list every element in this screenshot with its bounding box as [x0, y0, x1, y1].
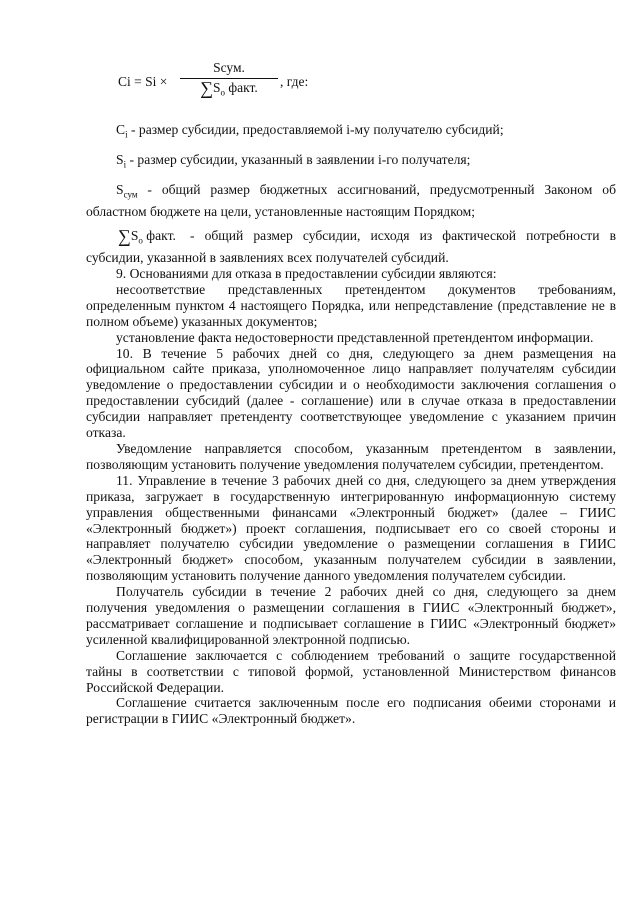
body-text — [86, 266, 616, 727]
def-ci-text: - размер субсидии, предоставляемой i-му получателю субсидий; — [127, 122, 504, 137]
def-si-sub: i — [123, 159, 127, 170]
paragraph: Получатель субсидии в течение 2 рабочих дней со дня, следующего за днем получения уведомления о размещении соглашения в ГИИС «Электронный бюджет», рассматривает соглашение и подписывает соглашение в ГИИС «Электронный бюджет» усиленной квалифицированной электронной подписью. — [86, 584, 616, 647]
denominator-s: S — [213, 80, 221, 95]
def-ssum-sub: сум — [123, 189, 138, 200]
denominator-tail: факт. — [225, 80, 258, 95]
fraction-bar — [180, 78, 278, 79]
def-sfact-lead — [118, 228, 176, 250]
paragraph: 9. Основаниями для отказа в предоставлении субсидии являются: — [116, 266, 497, 281]
paragraph: несоответствие представленных претендентом документов требованиям, определенным пунктом 4 настоящего Порядка, или непредставление (представление не в полном объеме) указанных документов; — [86, 281, 616, 329]
denominator-sub: о — [220, 87, 226, 98]
def-sfact-symbol: S — [130, 228, 139, 243]
def-sfact-sub: о — [138, 235, 143, 246]
sum-sign-icon: ∑ — [118, 226, 131, 246]
def-sfact-text: - общий размер субсидии, исходя из фактической потребности в субсидии, указанной в заявлениях всех получателей субсидий. — [86, 228, 616, 265]
def-si — [86, 152, 616, 174]
def-ci-sub: i — [125, 129, 128, 140]
paragraph: 11. Управление в течение 3 рабочих дней со дня, следующего за днем утверждения приказа, загружает в государственную интегрированную информационную систему управления общественными финансами «Электронный бюджет» (далее – ГИИС «Электронный бюджет») проект соглашения, подписывает его со своей стороны и направляет получателю субсидии уведомление о размещении соглашения в ГИИС «Электронный бюджет» способом, указанным получателем субсидии в заявлении, позволяющим установить получение данного уведомления получателем субсидии. — [86, 472, 616, 584]
formula-denominator — [180, 80, 278, 101]
paragraph: Уведомление направляется способом, указанным претендентом в заявлении, позволяющим установить получение уведомления получателем субсидии, претендентом. — [86, 440, 616, 472]
def-ssum-symbol: S — [116, 182, 124, 197]
formula-lhs: Ci = Si × — [118, 74, 168, 89]
def-ssum — [86, 182, 616, 220]
def-sfact — [86, 228, 616, 266]
def-ci-symbol: C — [116, 122, 126, 137]
paragraph: установление факта недостоверности представленной претендентом информации. — [116, 329, 594, 345]
paragraph: Соглашение считается заключенным после его подписания обеими сторонами и регистрации в ГИИС «Электронный бюджет». — [86, 695, 616, 727]
paragraph: Соглашение заключается с соблюдением требований о защите государственной тайны в соответствии с типовой формой, установленной Министерством финансов Российской Федерации. — [86, 647, 616, 695]
def-ci — [86, 122, 616, 144]
def-sfact-tail: факт. — [142, 228, 176, 243]
def-si-symbol: S — [116, 152, 124, 167]
formula-fraction — [180, 60, 278, 101]
formula-numerator: Sсум. — [213, 60, 245, 75]
def-si-text: - размер субсидии, указанный в заявлении i-го получателя; — [126, 152, 471, 167]
def-ssum-text: - общий размер бюджетных ассигнований, предусмотренный Законом об областном бюджете на цели, установленные настоящим Порядком; — [86, 182, 616, 219]
paragraph: 10. В течение 5 рабочих дней со дня, следующего за днем размещения на официальном сайте приказа, уполномоченное лицо направляет получателям субсидии уведомление о предоставлении субсидии и о необходимости заключения соглашения о предоставлении субсидий (далее - соглашение) или в случае отказа в предоставлении субсидии направляет претенденту соответствующее уведомление с указанием причин отказа. — [86, 345, 616, 441]
sum-sign-icon: ∑ — [200, 78, 214, 98]
formula-tail: , где: — [280, 74, 309, 89]
